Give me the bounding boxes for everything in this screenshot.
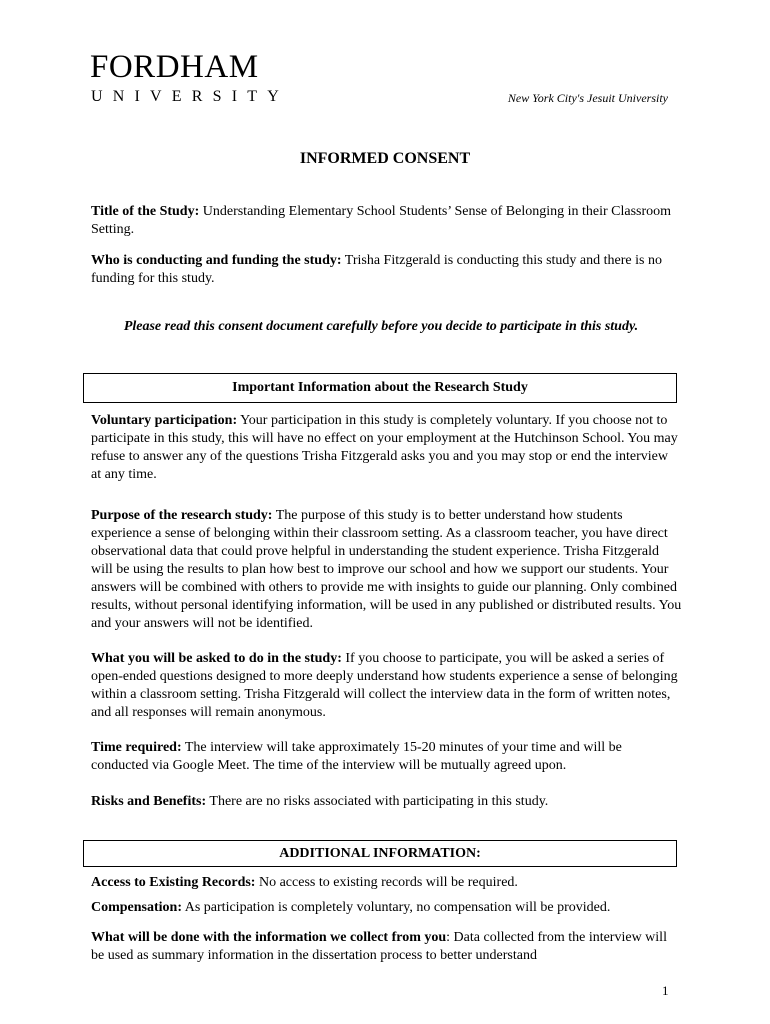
data-use-text: : Data collected from the interview will be used as summary information in the dissertation process to better understand — [91, 930, 667, 963]
purpose-text: The purpose of this study is to better understand how students experience a sense of belonging within their classroom setting. As a classroom teacher, you have direct observational data that could prove helpful in understanding the student experience. Trisha Fitzgerald will be using the results to plan how best to improve our school and how we support our students. Your answers will be combined with others to provide me with insights to guide our planning. Only combined results, without personal identifying information, will be used in any published or distributed results. You and your answers will not be identified. — [91, 508, 682, 631]
conductor-text: Trisha Fitzgerald is conducting this study and there is no funding for this study. — [91, 253, 662, 286]
study-title-paragraph — [91, 203, 681, 239]
risks-benefits-text: There are no risks associated with participating in this study. — [209, 794, 549, 809]
risks-benefits-paragraph — [91, 793, 681, 811]
purpose-label: Purpose of the research study: — [91, 508, 273, 523]
purpose-paragraph — [91, 507, 683, 633]
study-tasks-text: If you choose to participate, you will be asked a series of open-ended questions designed to more deeply understand how students experience a sense of belonging within a classroom setting. Trisha Fitzgerald will collect the interview data in the form of written notes, and all responses will remain anonymous. — [91, 651, 678, 720]
compensation-paragraph — [91, 899, 681, 917]
conductor-label: Who is conducting and funding the study: — [91, 253, 342, 268]
existing-records-label: Access to Existing Records: — [91, 875, 256, 890]
voluntary-participation-label: Voluntary participation: — [91, 413, 238, 428]
compensation-text: As participation is completely voluntary, no compensation will be provided. — [184, 900, 611, 915]
compensation-label: Compensation: — [91, 900, 183, 915]
risks-benefits-label: Risks and Benefits: — [91, 794, 207, 809]
existing-records-text: No access to existing records will be required. — [258, 875, 518, 890]
page-number: 1 — [662, 983, 669, 998]
university-logo-name: FORDHAM — [90, 49, 259, 85]
study-title-label: Title of the Study: — [91, 204, 200, 219]
voluntary-participation-text: Your participation in this study is completely voluntary. If you choose not to participate in this study, this will have no effect on your employment at the Hutchinson School. You may refuse to answer any of the questions Trisha Fitzgerald asks you and you may stop or end the interview at any time. — [91, 413, 678, 482]
data-use-paragraph — [91, 929, 681, 965]
document-title: INFORMED CONSENT — [299, 150, 471, 167]
existing-records-paragraph — [91, 874, 681, 892]
consent-notice: Please read this consent document carefully before you decide to participate in this study. — [123, 319, 639, 334]
university-logo-sub: UNIVERSITY — [91, 88, 289, 105]
additional-info-box: ADDITIONAL INFORMATION: — [83, 840, 677, 867]
time-required-paragraph — [91, 739, 681, 775]
important-info-box: Important Information about the Research Study — [83, 373, 677, 403]
conductor-paragraph — [91, 252, 681, 288]
voluntary-participation-paragraph — [91, 412, 681, 484]
university-tagline: New York City's Jesuit University — [507, 91, 668, 105]
study-tasks-paragraph — [91, 650, 681, 722]
time-required-label: Time required: — [91, 740, 182, 755]
data-use-label: What will be done with the information we collect from you — [91, 930, 447, 945]
time-required-text: The interview will take approximately 15-20 minutes of your time and will be conducted via Google Meet. The time of the interview will be mutually agreed upon. — [91, 740, 622, 773]
study-tasks-label: What you will be asked to do in the study: — [91, 651, 342, 666]
study-title-text: Understanding Elementary School Students’ Sense of Belonging in their Classroom Setting. — [91, 204, 672, 237]
